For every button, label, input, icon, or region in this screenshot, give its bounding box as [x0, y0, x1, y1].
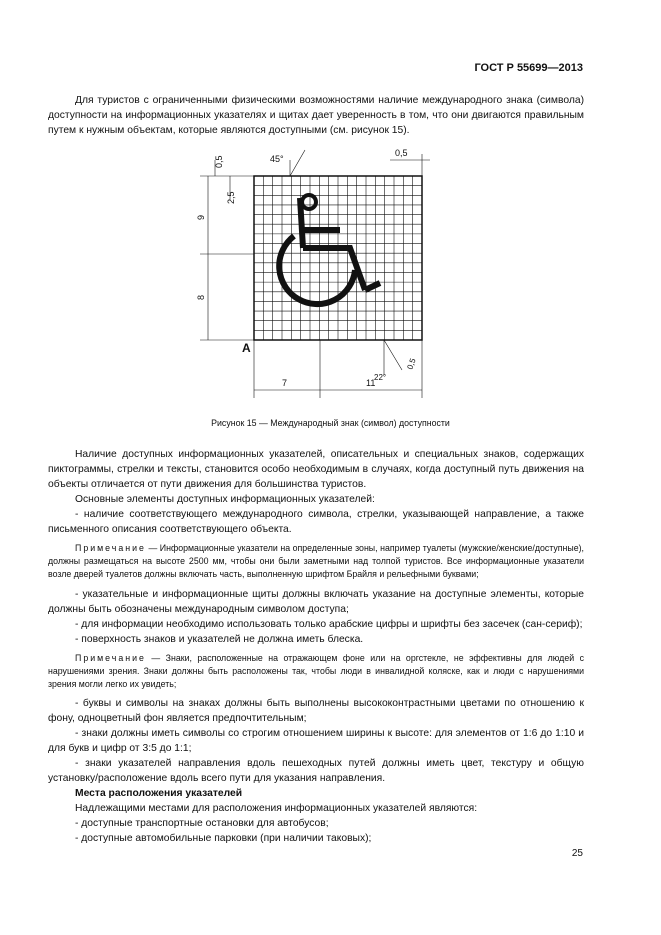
page-number: 25 — [571, 848, 583, 859]
svg-text:2,5: 2,5 — [226, 191, 236, 204]
svg-text:45°: 45° — [270, 154, 284, 164]
intro-paragraph: Для туристов с ограниченными физическими возможностями наличие международного знака (символа) доступности на информационных указателях и щитах дает уверенность в том, что они двигаются правильным путем к нужным объектам, которые являются доступными (см. рисунок 15). — [48, 95, 584, 136]
wheelchair-icon — [279, 195, 380, 304]
svg-text:0,5: 0,5 — [405, 357, 418, 371]
note-1: Примечание — Информационные указатели на определенные зоны, например туалеты (мужские/женские/доступные), должны размещаться на высоте 2500 мм, чтобы они были заметными над толпой туристов. Все информационные указатели возле дверей туалетов должны включать часть, выполненную шрифтом Брайля и рельефными буквами; — [48, 543, 584, 580]
svg-text:0,5: 0,5 — [395, 148, 408, 158]
svg-text:11: 11 — [366, 378, 376, 388]
svg-text:22°: 22° — [374, 373, 387, 382]
svg-text:9: 9 — [196, 214, 206, 220]
figure-caption: Рисунок 15 — Международный знак (символ) доступности — [211, 418, 450, 428]
section-heading: Места расположения указателей — [75, 788, 243, 800]
svg-text:А: А — [242, 341, 251, 355]
svg-text:8: 8 — [196, 294, 206, 300]
note-2: Примечание — Знаки, расположенные на отражающем фоне или на оргстекле, не эффективны для людей с нарушениями зрения. Знаки должны быть расположены так, чтобы люди в инвалидной коляске, как и люди с нарушениями зрения могли легко их увидеть; — [48, 652, 584, 690]
body-text: Наличие доступных информационных указателей, описательных и специальных знаков, содержащих пиктограммы, стрелки и тексты, становится особо необходимым в случаях, когда доступный путь движения на объекты отличается от пути движения для большинства туристов. Основные элементы доступных информационных указателей: - наличие соответствующего международного символа, стрелки, указывающей направление, а также письменного описания соответствующего объекта. Примечание — Информационные указатели на определенные зоны, например туалеты (мужские/женские/доступные), должны размещаться на высоте 2500 мм, чтобы они были заметными над толпой туристов. Все информационные указатели возле дверей туалетов должны включать часть, выполненную шрифтом Брайля и рельефными буквами; - указательные и информационные щиты должны включать указание на доступные элементы, которые должны быть обозначены международным символом доступа; - для информации необходимо использовать только арабские цифры и шрифты без засечек (сан-сериф); - поверхность знаков и указателей не должна иметь блеска. Примечание — Знаки, расположенные на отражающем фоне или на оргстекле, не эффективны для людей с нарушениями зрения. Знаки должны быть расположены так, чтобы люди в инвалидной коляске, как и люди с нарушениями зрения могли легко их увидеть; - буквы и символы на знаках должны быть выполнены высококонтрастными цветами по отношению к фону, одноцветный фон является предпочтительным; - знаки должны иметь символы со строгим отношением ширины к высоте: для элементов от 1:6 до 1:10 и для букв и цифр от 3:5 до 1:1; - знаки указателей направления вдоль пешеходных путей должны иметь цвет, текстуру и общую установку/расположение вдоль всего пути для указания направления. Места расположения указателей Надлежащими местами для расположения информационных указателей являются: - доступные транспортные остановки для автобусов; - доступные автомобильные парковки (при наличии таковых); — [48, 449, 584, 845]
accessibility-symbol-figure — [190, 140, 460, 410]
svg-text:7: 7 — [282, 378, 288, 388]
svg-text:0,5: 0,5 — [214, 155, 224, 168]
document-header: ГОСТ Р 55699—2013 — [474, 62, 583, 74]
